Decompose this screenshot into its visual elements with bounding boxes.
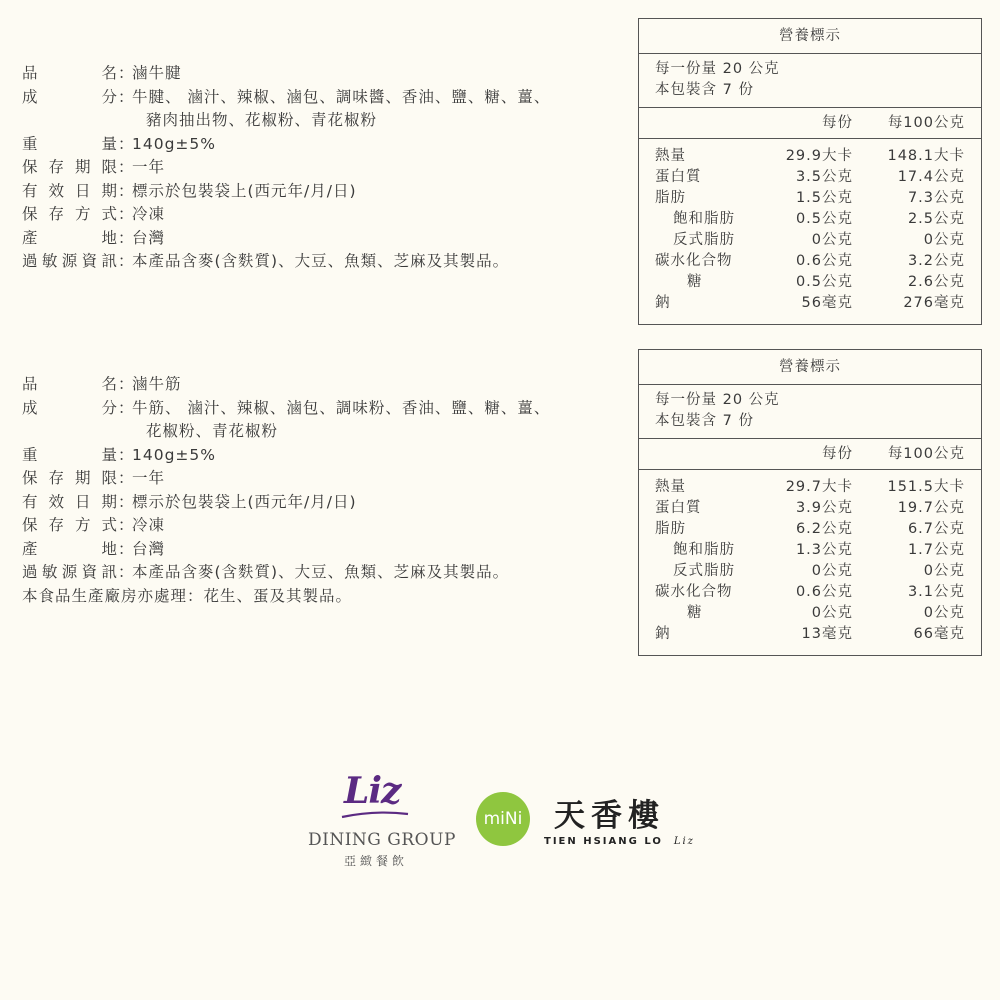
info-row <box>22 373 612 397</box>
nutrient-per-serving: 0.6公克 <box>795 584 853 600</box>
info-label <box>22 227 118 251</box>
colon: ： <box>118 181 135 200</box>
info-row <box>22 514 612 538</box>
info-row <box>22 227 612 251</box>
info-label <box>22 514 118 538</box>
info-label <box>22 373 118 397</box>
col-per-100g: 每100公克 <box>887 115 965 131</box>
info-value <box>132 180 612 204</box>
info-value <box>132 227 612 251</box>
info-label-char: 量 <box>101 445 118 464</box>
nutrient-per-serving: 29.7大卡 <box>785 479 853 495</box>
info-row <box>22 444 612 468</box>
nutrient-row <box>639 519 981 540</box>
info-value <box>132 250 612 274</box>
tien-hsiang-lo-cn: 天香樓 <box>554 798 665 834</box>
info-label-char: 效 <box>48 181 65 200</box>
nutrient-label: 碳水化合物 <box>655 253 733 269</box>
nutrient-row <box>639 188 981 209</box>
info-label-char: 重 <box>22 445 39 464</box>
info-label-char: 名 <box>101 375 118 393</box>
nutrient-per-100g: 2.5公克 <box>907 211 965 227</box>
nutrient-row <box>639 209 981 230</box>
info-label-char: 存 <box>48 469 65 487</box>
nutrient-per-100g: 0公克 <box>923 232 965 248</box>
info-value-text: 一年 <box>132 469 166 487</box>
info-label-char: 名 <box>101 64 118 82</box>
info-row <box>22 491 612 515</box>
col-per-serving: 每份 <box>822 446 853 462</box>
info-label-char: 保 <box>22 516 39 534</box>
info-value-text: 一年 <box>132 158 166 176</box>
colon: ： <box>118 563 135 581</box>
info-row <box>22 62 612 86</box>
info-label-char: 式 <box>101 205 118 223</box>
info-label <box>22 491 118 515</box>
swoosh-icon <box>340 808 410 820</box>
info-value-text: 牛腱、 滷汁、辣椒、滷包、調味醬、香油、鹽、糖、薑、 <box>132 87 551 106</box>
colon: ： <box>118 228 135 247</box>
info-label-char: 產 <box>22 228 39 247</box>
info-value <box>132 62 612 86</box>
nutrient-row <box>639 603 981 624</box>
nutrient-label: 鈉 <box>655 295 671 311</box>
nutrient-per-serving: 0.5公克 <box>795 274 853 290</box>
info-value-text: 冷凍 <box>132 516 166 534</box>
info-row <box>22 397 612 444</box>
info-value-text: 140g±5% <box>132 445 217 464</box>
nutrient-row <box>639 582 981 603</box>
nutrient-per-serving: 0.6公克 <box>795 253 853 269</box>
serving-size: 每一份量 20 公克 <box>655 61 780 77</box>
nutrient-label: 糖 <box>687 605 703 621</box>
nutrient-row <box>639 624 981 645</box>
info-label <box>22 467 118 491</box>
liz-script-text: Liz <box>344 770 401 812</box>
info-value-text: 標示於包裝袋上(西元年/月/日) <box>132 492 357 511</box>
nutrient-per-serving: 1.5公克 <box>795 190 853 206</box>
info-value <box>132 86 612 133</box>
mini-logo-text: miNi <box>483 809 523 829</box>
info-value-text: 本產品含麥(含麩質)、大豆、魚類、芝麻及其製品。 <box>132 252 510 270</box>
info-row <box>22 180 612 204</box>
info-value-text: 冷凍 <box>132 205 166 223</box>
col-per-serving: 每份 <box>822 115 853 131</box>
info-label <box>22 62 118 86</box>
nutrition-panel-2 <box>638 349 982 656</box>
serving-info <box>639 54 981 108</box>
info-value-text: 台灣 <box>132 539 166 558</box>
nutrient-label: 反式脂肪 <box>673 232 735 248</box>
info-value-text: 140g±5% <box>132 134 217 153</box>
info-label-char: 存 <box>48 516 65 534</box>
serving-size: 每一份量 20 公克 <box>655 392 780 408</box>
info-label-char: 品 <box>22 375 39 393</box>
servings-per-pack: 本包裝含 7 份 <box>655 82 754 98</box>
nutrient-per-serving: 56毫克 <box>801 295 853 311</box>
nutrient-label: 飽和脂肪 <box>673 211 735 227</box>
nutrition-title: 營養標示 <box>639 350 981 385</box>
nutrition-columns <box>639 439 981 470</box>
info-label-char: 品 <box>22 64 39 82</box>
info-label <box>22 156 118 180</box>
nutrient-per-serving: 0公克 <box>811 563 853 579</box>
info-label-char: 式 <box>101 516 118 534</box>
info-value <box>132 203 612 227</box>
nutrient-row <box>639 561 981 582</box>
info-value-text: 滷牛腱 <box>132 64 182 82</box>
info-label-char: 成 <box>22 398 39 417</box>
nutrition-body <box>639 139 981 324</box>
info-value <box>132 491 612 515</box>
colon: ： <box>118 64 135 82</box>
colon: ： <box>118 205 135 223</box>
nutrient-label: 反式脂肪 <box>673 563 735 579</box>
nutrition-columns <box>639 108 981 139</box>
info-label-char: 地 <box>101 539 118 558</box>
info-value-cont: 豬肉抽出物、花椒粉、青花椒粉 <box>146 111 378 129</box>
nutrient-label: 脂肪 <box>655 190 686 206</box>
info-value-text: 台灣 <box>132 228 166 247</box>
nutrient-per-100g: 17.4公克 <box>897 169 965 185</box>
info-label-char: 期 <box>101 181 118 200</box>
info-value <box>132 133 612 157</box>
info-label-char: 源 <box>61 563 79 581</box>
colon: ： <box>118 539 135 558</box>
nutrient-per-serving: 6.2公克 <box>795 521 853 537</box>
info-label-char: 有 <box>22 492 39 511</box>
nutrient-row <box>639 167 981 188</box>
info-value <box>132 514 612 538</box>
info-row <box>22 467 612 491</box>
tien-hsiang-lo-logo <box>544 790 724 870</box>
info-value <box>132 467 612 491</box>
nutrient-per-100g: 148.1大卡 <box>887 148 965 164</box>
info-label-char: 敏 <box>41 563 59 581</box>
info-value <box>132 397 612 444</box>
product-info-1 <box>22 62 612 274</box>
nutrient-label: 蛋白質 <box>655 500 702 516</box>
info-label-char: 地 <box>101 228 118 247</box>
product-info-2 <box>22 373 612 608</box>
colon: ： <box>118 445 135 464</box>
nutrient-label: 飽和脂肪 <box>673 542 735 558</box>
info-label-char: 限 <box>101 158 118 176</box>
info-label <box>22 86 118 133</box>
info-value <box>132 444 612 468</box>
info-label-char: 資 <box>81 252 99 270</box>
dining-group-cn-text: 亞緻餐飲 <box>344 854 409 868</box>
info-label <box>22 180 118 204</box>
info-label-char: 源 <box>61 252 79 270</box>
nutrition-body <box>639 470 981 655</box>
info-value <box>132 156 612 180</box>
nutrition-panel-1 <box>638 18 982 325</box>
info-label-char: 效 <box>48 492 65 511</box>
info-label <box>22 538 118 562</box>
nutrient-row <box>639 477 981 498</box>
nutrient-per-serving: 0.5公克 <box>795 211 853 227</box>
nutrient-label: 熱量 <box>655 479 686 495</box>
info-label <box>22 561 118 585</box>
nutrient-label: 碳水化合物 <box>655 584 733 600</box>
info-label-char: 敏 <box>41 252 59 270</box>
nutrient-label: 熱量 <box>655 148 686 164</box>
info-label-char: 限 <box>101 469 118 487</box>
nutrient-label: 脂肪 <box>655 521 686 537</box>
info-label-char: 分 <box>101 87 118 106</box>
liz-dining-group-logo <box>300 770 460 880</box>
colon: ： <box>118 516 135 534</box>
nutrient-label: 鈉 <box>655 626 671 642</box>
info-label-char: 產 <box>22 539 39 558</box>
colon: ： <box>118 469 135 487</box>
info-row <box>22 250 612 274</box>
nutrient-per-serving: 3.5公克 <box>795 169 853 185</box>
info-label-char: 保 <box>22 158 39 176</box>
nutrient-per-100g: 0公克 <box>923 605 965 621</box>
info-label-char: 保 <box>22 469 39 487</box>
facility-note: 本食品生產廠房亦處理：花生、蛋及其製品。 <box>22 586 353 605</box>
nutrient-per-serving: 1.3公克 <box>795 542 853 558</box>
info-label-char: 成 <box>22 87 39 106</box>
nutrient-label: 蛋白質 <box>655 169 702 185</box>
info-row <box>22 203 612 227</box>
info-value-text: 本產品含麥(含麩質)、大豆、魚類、芝麻及其製品。 <box>132 563 510 581</box>
nutrient-row <box>639 146 981 167</box>
nutrient-row <box>639 293 981 314</box>
info-row <box>22 561 612 585</box>
info-label-char: 日 <box>74 181 92 200</box>
colon: ： <box>118 492 135 511</box>
info-value <box>132 373 612 397</box>
tien-hsiang-lo-en: TIEN HSIANG LO Liz <box>544 836 695 847</box>
info-value-cont: 花椒粉、青花椒粉 <box>146 422 279 440</box>
info-label-char: 方 <box>74 516 92 534</box>
nutrient-per-100g: 3.1公克 <box>907 584 965 600</box>
info-label <box>22 203 118 227</box>
info-label-char: 資 <box>81 563 99 581</box>
nutrient-per-100g: 6.7公克 <box>907 521 965 537</box>
col-per-100g: 每100公克 <box>887 446 965 462</box>
info-label <box>22 444 118 468</box>
info-label-char: 量 <box>101 134 118 153</box>
info-value <box>132 538 612 562</box>
nutrient-per-100g: 2.6公克 <box>907 274 965 290</box>
info-row <box>22 156 612 180</box>
nutrient-per-serving: 29.9大卡 <box>785 148 853 164</box>
info-label-char: 訊 <box>101 252 118 270</box>
info-row <box>22 86 612 133</box>
nutrition-title: 營養標示 <box>639 19 981 54</box>
info-label-char: 保 <box>22 205 39 223</box>
nutrient-row <box>639 272 981 293</box>
nutrient-per-100g: 19.7公克 <box>897 500 965 516</box>
nutrient-row <box>639 251 981 272</box>
info-label-char: 方 <box>74 205 92 223</box>
nutrient-per-100g: 3.2公克 <box>907 253 965 269</box>
nutrient-row <box>639 498 981 519</box>
info-label-char: 過 <box>22 252 39 270</box>
info-label-char: 期 <box>101 492 118 511</box>
colon: ： <box>118 158 135 176</box>
info-value-text: 標示於包裝袋上(西元年/月/日) <box>132 181 357 200</box>
info-label <box>22 250 118 274</box>
nutrient-row <box>639 230 981 251</box>
info-label <box>22 397 118 444</box>
colon: ： <box>118 134 135 153</box>
info-label-char: 訊 <box>101 563 118 581</box>
nutrient-per-serving: 0公克 <box>811 232 853 248</box>
info-value <box>132 561 612 585</box>
nutrient-per-100g: 66毫克 <box>913 626 965 642</box>
info-label-char: 重 <box>22 134 39 153</box>
info-label-char: 日 <box>74 492 92 511</box>
info-label-char: 有 <box>22 181 39 200</box>
info-label-char: 過 <box>22 563 39 581</box>
nutrient-per-100g: 1.7公克 <box>907 542 965 558</box>
info-value-text: 滷牛筋 <box>132 375 182 393</box>
nutrient-label: 糖 <box>687 274 703 290</box>
dining-group-text: DINING GROUP <box>308 830 456 850</box>
nutrient-per-100g: 151.5大卡 <box>887 479 965 495</box>
servings-per-pack: 本包裝含 7 份 <box>655 413 754 429</box>
nutrient-per-100g: 276毫克 <box>903 295 965 311</box>
info-row <box>22 538 612 562</box>
nutrient-per-serving: 3.9公克 <box>795 500 853 516</box>
colon: ： <box>118 375 135 393</box>
info-label-char: 期 <box>74 158 92 176</box>
brand-logos <box>300 770 720 880</box>
mini-logo <box>476 792 530 846</box>
serving-info <box>639 385 981 439</box>
colon: ： <box>118 398 135 417</box>
nutrient-per-100g: 0公克 <box>923 563 965 579</box>
nutrient-per-serving: 13毫克 <box>801 626 853 642</box>
nutrient-per-100g: 7.3公克 <box>907 190 965 206</box>
info-label-char: 分 <box>101 398 118 417</box>
info-label-char: 存 <box>48 158 65 176</box>
colon: ： <box>118 87 135 106</box>
info-row <box>22 133 612 157</box>
info-label-char: 期 <box>74 469 92 487</box>
info-label <box>22 133 118 157</box>
colon: ： <box>118 252 135 270</box>
info-value-text: 牛筋、 滷汁、辣椒、滷包、調味粉、香油、鹽、糖、薑、 <box>132 398 551 417</box>
nutrient-per-serving: 0公克 <box>811 605 853 621</box>
info-label-char: 存 <box>48 205 65 223</box>
nutrient-row <box>639 540 981 561</box>
